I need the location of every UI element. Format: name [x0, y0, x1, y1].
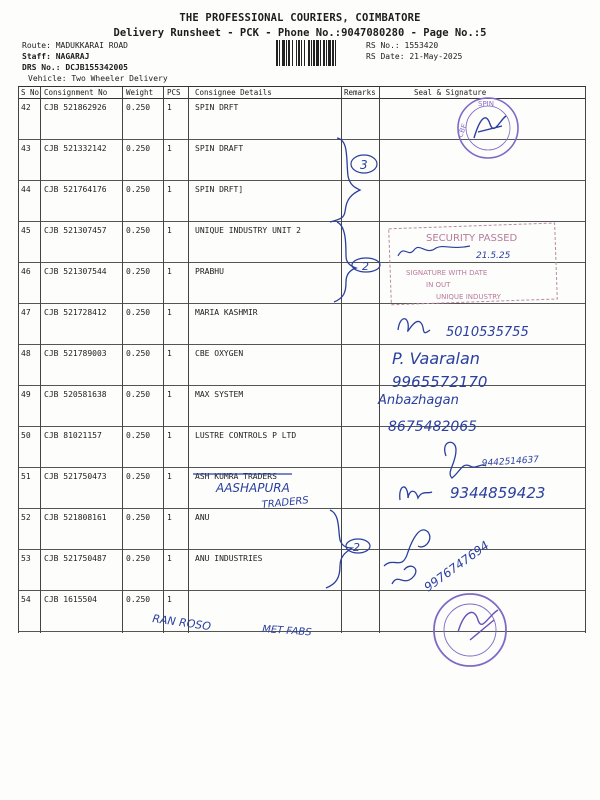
cell-weight: 0.250: [126, 554, 151, 563]
cell-sno: 47: [21, 308, 31, 317]
cell-weight: 0.250: [126, 144, 151, 153]
drs-number: DRS No.: DCJB155342005: [22, 63, 128, 72]
cell-consignment: CJB 520581638: [44, 390, 107, 399]
col-divider: [122, 87, 123, 633]
cell-weight: 0.250: [126, 103, 151, 112]
table-header: [18, 87, 586, 99]
cell-sno: 49: [21, 390, 31, 399]
cell-consignment: CJB 1615504: [44, 595, 97, 604]
correction-row54-b: MET FABS: [261, 624, 312, 639]
security-stamp-company: UNIQUE INDUSTRY: [436, 293, 501, 301]
cell-weight: 0.250: [126, 267, 151, 276]
correction-row51-a: AASHAPURA: [216, 481, 290, 495]
col-divider: [40, 87, 41, 633]
table-row: [18, 99, 586, 140]
cell-consignee: SPIN DRFT: [195, 103, 239, 112]
cell-pcs: 1: [167, 185, 172, 194]
cell-pcs: 1: [167, 472, 172, 481]
spin-stamp-left: CBE: [456, 122, 469, 139]
cell-sno: 48: [21, 349, 31, 358]
cell-pcs: 1: [167, 431, 172, 440]
col-divider: [163, 87, 164, 633]
table-row: [18, 550, 586, 591]
remark-count-1: 3: [360, 158, 368, 172]
cell-weight: 0.250: [126, 308, 151, 317]
table-row: [18, 427, 586, 468]
col-divider: [341, 87, 342, 633]
cell-consignment: CJB 521307544: [44, 267, 107, 276]
cell-consignee: MARIA KASHMIR: [195, 308, 258, 317]
phone-row53: 9976747694: [421, 538, 492, 595]
cell-consignment: CJB 521332142: [44, 144, 107, 153]
cell-pcs: 1: [167, 144, 172, 153]
cell-sno: 54: [21, 595, 31, 604]
cell-consignment: CJB 521750473: [44, 472, 107, 481]
cell-sno: 44: [21, 185, 31, 194]
cell-consignee: SPIN DRAFT: [195, 144, 244, 153]
cell-pcs: 1: [167, 103, 172, 112]
cell-pcs: 1: [167, 267, 172, 276]
cell-pcs: 1: [167, 349, 172, 358]
phone-row48: 9965572170: [392, 373, 488, 391]
company-title: THE PROFESSIONAL COURIERS, COIMBATORE: [179, 12, 421, 24]
col-remarks: Remarks: [344, 88, 376, 97]
cell-sno: 46: [21, 267, 31, 276]
cell-weight: 0.250: [126, 226, 151, 235]
table-row: [18, 591, 586, 632]
table-row: [18, 468, 586, 509]
table-row: [18, 304, 586, 345]
cell-consignment: CJB 81021157: [44, 431, 102, 440]
table-row: [18, 222, 586, 263]
col-consignee: Consignee Details: [195, 88, 272, 97]
remark-count-2: 2: [362, 260, 369, 273]
table-row: [18, 345, 586, 386]
cell-weight: 0.250: [126, 185, 151, 194]
cell-consignee: PRABHU: [195, 267, 224, 276]
cell-consignee: ANU: [195, 513, 210, 522]
col-consignment: Consignment No: [44, 88, 108, 97]
cell-weight: 0.250: [126, 513, 151, 522]
col-seal: Seal & Signature: [414, 88, 487, 97]
phone-row47: 5010535755: [446, 325, 529, 340]
cell-consignee: SPIN DRFT]: [195, 185, 244, 194]
cell-pcs: 1: [167, 595, 172, 604]
phone-row50: 9442514637: [481, 455, 540, 469]
table-row: [18, 386, 586, 427]
col-sno: S No: [21, 88, 40, 97]
cell-pcs: 1: [167, 390, 172, 399]
table-row: [18, 140, 586, 181]
phone-row51: 9344859423: [450, 484, 546, 502]
col-divider: [188, 87, 189, 633]
security-stamp-title: SECURITY PASSED: [426, 233, 518, 244]
cell-consignment: CJB 521808161: [44, 513, 107, 522]
cell-consignee: ANU INDUSTRIES: [195, 554, 263, 563]
rs-date: RS Date: 21-May-2025: [366, 52, 463, 61]
cell-consignee: ASH KUMRA TRADERS: [195, 472, 277, 481]
correction-row54-a: RAN ROSO: [151, 612, 212, 634]
cell-consignee: MAX SYSTEM: [195, 390, 244, 399]
cell-consignee: UNIQUE INDUSTRY UNIT 2: [195, 226, 301, 235]
table-row: [18, 181, 586, 222]
cell-pcs: 1: [167, 513, 172, 522]
barcode: [276, 40, 360, 66]
col-weight: Weight: [126, 88, 154, 97]
cell-sno: 45: [21, 226, 31, 235]
runsheet-table: [18, 86, 586, 633]
col-divider: [379, 87, 380, 633]
route-label: Route: MADUKKARAI ROAD: [22, 41, 128, 50]
cell-weight: 0.250: [126, 390, 151, 399]
col-divider: [585, 87, 586, 633]
cell-pcs: 1: [167, 554, 172, 563]
cell-consignment: CJB 521750487: [44, 554, 107, 563]
cell-sno: 43: [21, 144, 31, 153]
table-row: [18, 509, 586, 550]
cell-sno: 51: [21, 472, 31, 481]
name-row48: P. Vaaralan: [392, 349, 480, 368]
cell-consignee: CBE OXYGEN: [195, 349, 244, 358]
vehicle-label: Vehicle: Two Wheeler Delivery: [28, 74, 168, 83]
cell-weight: 0.250: [126, 595, 151, 604]
cell-sno: 53: [21, 554, 31, 563]
cell-consignment: CJB 521862926: [44, 103, 107, 112]
cell-sno: 42: [21, 103, 31, 112]
delivery-date-note: 21.5.25: [476, 251, 511, 261]
col-divider: [18, 87, 19, 633]
runsheet-subtitle: Delivery Runsheet - PCK - Phone No.:9047080280 - Page No.:5: [113, 27, 487, 39]
cell-weight: 0.250: [126, 431, 151, 440]
correction-row51-b: TRADERS: [261, 495, 310, 511]
cell-weight: 0.250: [126, 472, 151, 481]
cell-consignee: LUSTRE CONTROLS P LTD: [195, 431, 297, 440]
table-row: [18, 263, 586, 304]
cell-pcs: 1: [167, 226, 172, 235]
cell-consignment: CJB 521728412: [44, 308, 107, 317]
remark-count-3: 2: [353, 541, 360, 554]
staff-label: Staff: NAGARAJ: [22, 52, 90, 61]
cell-weight: 0.250: [126, 349, 151, 358]
cell-sno: 52: [21, 513, 31, 522]
cell-pcs: 1: [167, 308, 172, 317]
cell-consignment: CJB 521307457: [44, 226, 107, 235]
security-stamp-inout: IN OUT: [426, 281, 451, 289]
col-pcs: PCS: [167, 88, 181, 97]
security-stamp-signature: SIGNATURE WITH DATE: [406, 269, 488, 277]
phone-row49: 8675482065: [388, 419, 478, 435]
cell-sno: 50: [21, 431, 31, 440]
name-row49: Anbazhagan: [378, 393, 459, 408]
cell-consignment: CJB 521789003: [44, 349, 107, 358]
rs-number: RS No.: 1553420: [366, 41, 439, 50]
spin-stamp-top: SPIN: [478, 100, 494, 108]
cell-consignment: CJB 521764176: [44, 185, 107, 194]
